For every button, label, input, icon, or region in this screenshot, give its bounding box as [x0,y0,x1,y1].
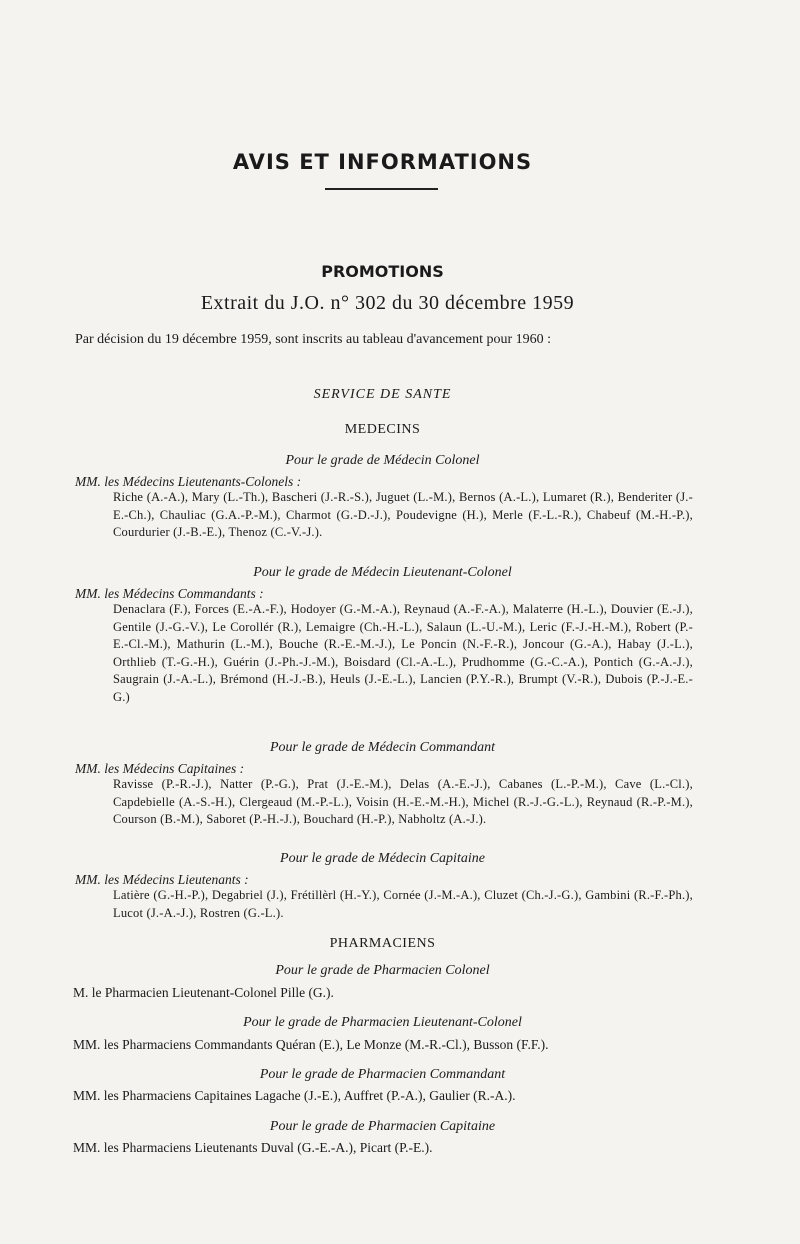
pharmaciens-heading: PHARMACIENS [329,936,436,951]
grade-heading-capitaine: Pour le grade de Médecin Capitaine [280,851,485,866]
service-heading: SERVICE DE SANTE [313,387,452,402]
pharma-line-colonel: M. le Pharmacien Lieutenant-Colonel Pille (G.). [73,985,334,1000]
pharma-heading-commandant: Pour le grade de Pharmacien Commandant [259,1067,506,1082]
title-underline [325,188,438,190]
pharma-heading-colonel: Pour le grade de Pharmacien Colonel [275,963,490,978]
group-lead-colonel: MM. les Médecins Lieutenants-Colonels : [75,474,302,489]
intro-paragraph: Par décision du 19 décembre 1959, sont inscrits au tableau d'avancement pour 1960 : [75,332,552,347]
names-commandant: Ravisse (P.-R.-J.), Natter (P.-G.), Prat (J.-E.-M.), Delas (A.-E.-J.), Cabanes (L.-P.-M.), Cave (L.-Cl.), Capdebielle (A.-S.-H.), Clergeaud (M.-P.-L.), Voisin (H.-E.-M.-H.), Michel (R.-J.-G.-L.), Reynaud (R.-P.-M.), Courson (B.-M.), Saboret (P.-H.-J.), Bouchard (H.-P.), Nabholtz (A.-J.). [113,777,693,827]
grade-heading-colonel: Pour le grade de Médecin Colonel [285,453,480,468]
grade-heading-commandant: Pour le grade de Médecin Commandant [269,740,496,755]
group-lead-commandant: MM. les Médecins Capitaines : [75,761,245,776]
names-colonel: Riche (A.-A.), Mary (L.-Th.), Bascheri (J.-R.-S.), Juguet (L.-M.), Bernos (A.-L.), Lumaret (R.), Benderiter (J.-E.-Ch.), Chauliac (G.A.-P.-M.), Charmot (G.-D.-J.), Poudevigne (H.), Merle (F.-L.-R.), Chabeuf (M.-H.-P.), Courdurier (J.-B.-E.), Thenoz (C.-V.-J.). [113,490,693,540]
names-capitaine: Latière (G.-H.-P.), Degabriel (J.), Frétillèrl (H.-Y.), Cornée (J.-M.-A.), Cluzet (Ch.-J.-G.), Gambini (R.-F.-Ph.), Lucot (J.-A.-J.), Rostren (G.-L.). [113,888,693,920]
medecins-heading: MEDECINS [344,422,421,437]
pharma-line-capitaine: MM. les Pharmaciens Lieutenants Duval (G.-E.-A.), Picart (P.-E.). [73,1140,433,1155]
pharma-line-lt-colonel: MM. les Pharmaciens Commandants Quéran (E.), Le Monze (M.-R.-Cl.), Busson (F.F.). [73,1037,549,1052]
group-lead-capitaine: MM. les Médecins Lieutenants : [75,872,249,887]
grade-heading-lt-colonel: Pour le grade de Médecin Lieutenant-Colonel [253,565,512,580]
page-title: AVIS ET INFORMATIONS [232,150,533,174]
pharma-heading-lt-colonel: Pour le grade de Pharmacien Lieutenant-Colonel [243,1015,522,1030]
pharma-heading-capitaine: Pour le grade de Pharmacien Capitaine [269,1119,496,1134]
group-lead-lt-colonel: MM. les Médecins Commandants : [75,586,264,601]
names-lt-colonel: Denaclara (F.), Forces (E.-A.-F.), Hodoyer (G.-M.-A.), Reynaud (A.-F.-A.), Malaterre (H.-L.), Douvier (E.-J.), Gentile (J.-G.-V.), Le Corollér (R.), Lemaigre (Ch.-H.-L.), Salaun (L.-U.-M.), Leric (F.-J.-H.-M.), Robert (P.-E.-Cl.-M.), Mathurin (L.-M.), Bouche (R.-E.-M.-J.), Le Poncin (N.-F.-R.), Joncour (G.-A.), Habay (J.-L.), Orthlieb (T.-G.-H.), Guérin (J.-Ph.-J.-M.), Boisdard (Cl.-A.-L.), Prudhomme (G.-C.-A.), Pontich (G.-A.-J.), Saugrain (J.-A.-L.), Brémond (H.-J.-B.), Heuls (J.-E.-L.), Lancien (P.Y.-R.), Brumpt (V.-R.), Dubois (P.-J.-E.-G.) [113,602,693,704]
pharma-line-commandant: MM. les Pharmaciens Capitaines Lagache (J.-E.), Auffret (P.-A.), Gaulier (R.-A.). [73,1088,516,1103]
section-title: PROMOTIONS [321,262,444,281]
extrait-line: Extrait du J.O. n° 302 du 30 décembre 1959 [200,292,575,314]
